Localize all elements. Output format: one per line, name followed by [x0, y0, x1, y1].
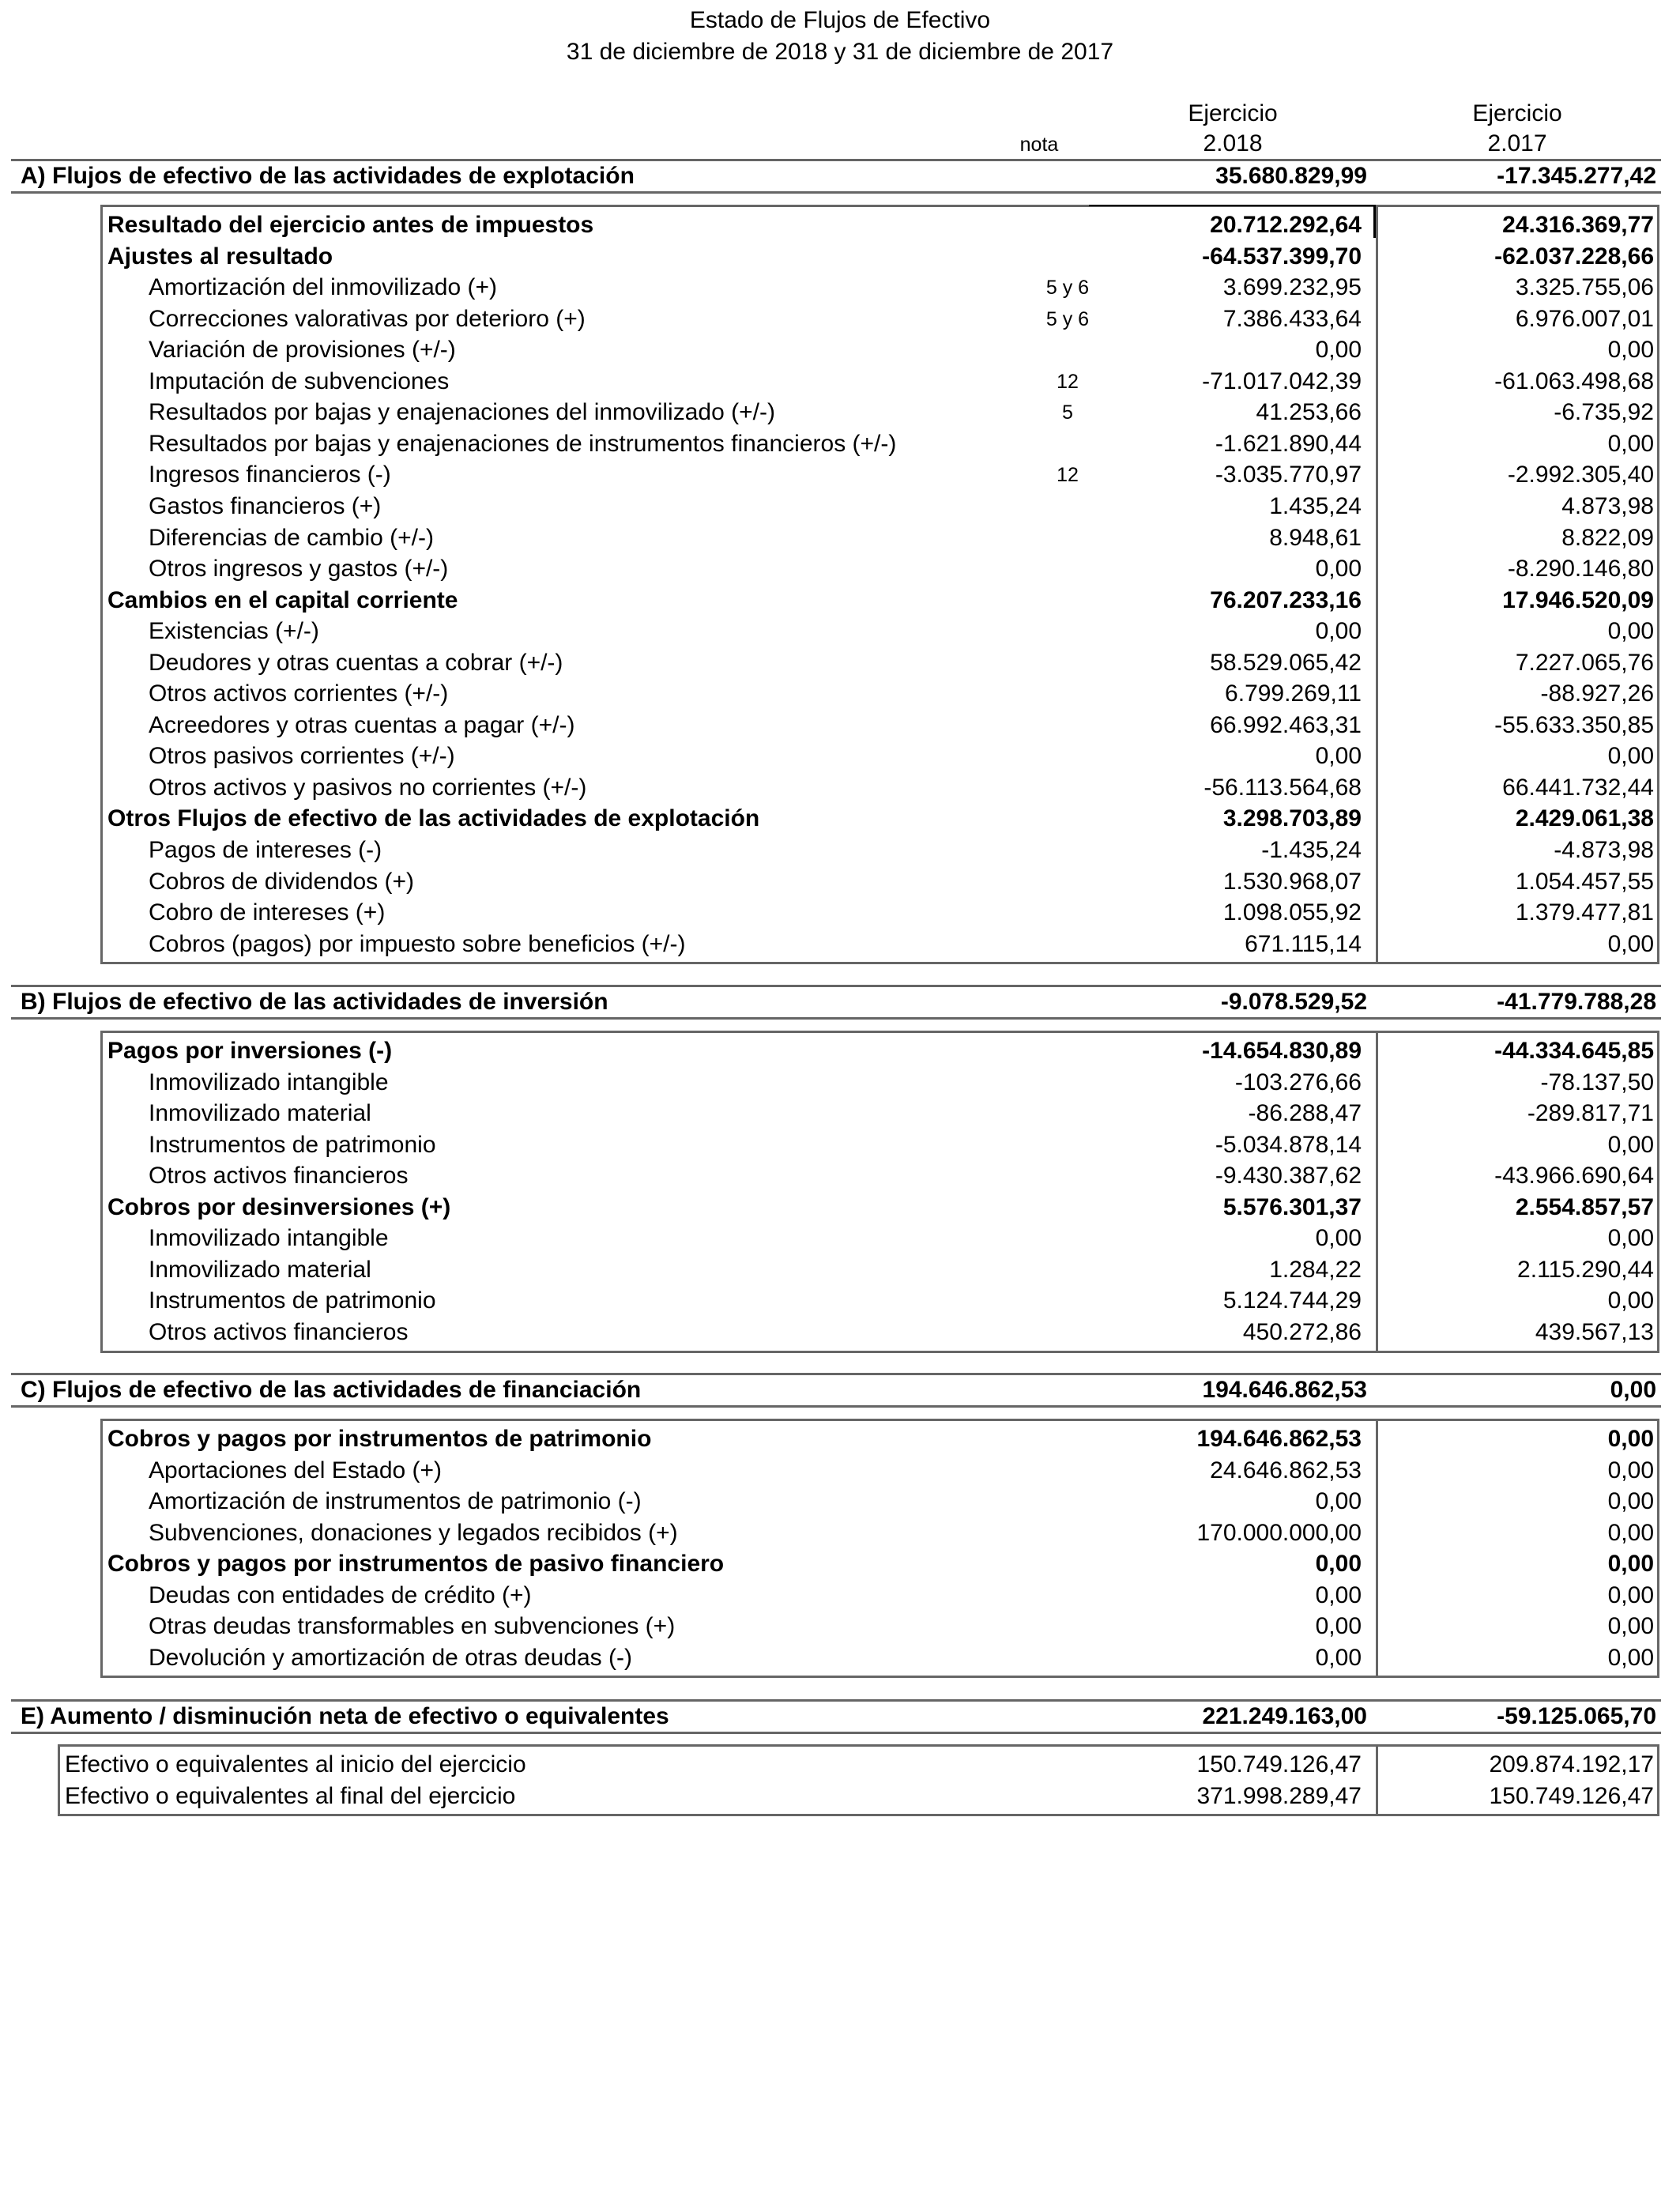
- table-row: [107, 1129, 1657, 1161]
- row-value-2018: 76.207.233,16: [1210, 587, 1362, 613]
- section-value-2018: 221.249.163,00: [1202, 1703, 1367, 1729]
- row-label: Instrumentos de patrimonio: [149, 1287, 436, 1314]
- table-row: [107, 1098, 1657, 1129]
- page-title: Estado de Flujos de Efectivo: [689, 7, 991, 33]
- section-operating-header: [11, 159, 1661, 194]
- row-value-2018: 170.000.000,00: [1196, 1520, 1362, 1546]
- row-value-2017: -61.063.498,68: [1494, 368, 1654, 394]
- section-investing-header: [11, 985, 1661, 1020]
- row-label: Cobros y pagos por instrumentos de pasivo financiero: [107, 1551, 725, 1577]
- row-label: Amortización de instrumentos de patrimonio (-): [149, 1488, 642, 1514]
- table-row: [107, 897, 1657, 929]
- row-value-2017: 0,00: [1607, 1132, 1654, 1158]
- row-value-2017: 2.429.061,38: [1515, 805, 1654, 831]
- row-value-2018: 6.799.269,11: [1225, 680, 1362, 707]
- col1-header-label: Ejercicio: [1188, 100, 1278, 126]
- row-value-2017: 0,00: [1607, 1520, 1654, 1546]
- table-row: [107, 585, 1657, 616]
- table-row: [107, 1423, 1657, 1455]
- table-row: [107, 866, 1657, 898]
- row-label: Resultados por bajas y enajenaciones de instrumentos financieros (+/-): [149, 431, 897, 457]
- row-value-2017: 0,00: [1607, 1287, 1654, 1314]
- row-nota: 5 y 6: [1045, 277, 1090, 299]
- row-value-2017: 2.115.290,44: [1517, 1257, 1654, 1283]
- cell-highlight-top-line: [1089, 205, 1373, 206]
- row-value-2017: 8.822,09: [1561, 525, 1654, 551]
- row-label: Deudores y otras cuentas a cobrar (+/-): [149, 650, 563, 676]
- table-row: [107, 334, 1657, 366]
- row-value-2018: 0,00: [1315, 1225, 1362, 1251]
- section-label: B) Flujos de efectivo de las actividades de inversión: [21, 989, 608, 1015]
- row-value-2017: 0,00: [1607, 1582, 1654, 1608]
- row-value-2017: 150.749.126,47: [1489, 1783, 1654, 1809]
- row-label: Otros ingresos y gastos (+/-): [149, 556, 449, 582]
- table-row: [107, 522, 1657, 554]
- row-label: Inmovilizado material: [149, 1100, 371, 1126]
- row-value-2018: 3.699.232,95: [1222, 274, 1362, 300]
- row-value-2017: 0,00: [1607, 1225, 1654, 1251]
- section-financing-table: [100, 1419, 1659, 1678]
- table-row: [107, 835, 1657, 866]
- row-value-2018: 671.115,14: [1245, 931, 1362, 957]
- col2-header-label: Ejercicio: [1472, 100, 1562, 126]
- row-value-2017: 0,00: [1607, 1488, 1654, 1514]
- row-value-2017: -78.137,50: [1540, 1069, 1654, 1095]
- row-value-2017: 0,00: [1607, 618, 1654, 644]
- row-label: Otros activos y pasivos no corrientes (+/-): [149, 775, 587, 801]
- row-label: Pagos de intereses (-): [149, 837, 382, 863]
- table-row: [107, 1317, 1657, 1348]
- table-row: [107, 1223, 1657, 1254]
- table-row: [107, 272, 1657, 303]
- row-value-2017: -289.817,71: [1527, 1100, 1654, 1126]
- table-row: [107, 929, 1657, 960]
- row-label: Devolución y amortización de otras deudas (-): [149, 1645, 632, 1671]
- table-row: [107, 491, 1657, 522]
- row-label: Ajustes al resultado: [107, 243, 333, 270]
- table-row: [65, 1781, 1657, 1812]
- row-label: Otros activos financieros: [149, 1319, 409, 1345]
- table-row: [107, 1548, 1657, 1580]
- row-label: Gastos financieros (+): [149, 493, 382, 519]
- table-row: [107, 1192, 1657, 1223]
- table-row: [107, 303, 1657, 335]
- row-value-2017: -88.927,26: [1540, 680, 1654, 707]
- row-value-2018: 0,00: [1315, 743, 1362, 769]
- row-value-2017: 0,00: [1607, 931, 1654, 957]
- row-value-2018: -86.288,47: [1248, 1100, 1362, 1126]
- row-label: Aportaciones del Estado (+): [149, 1457, 443, 1483]
- row-value-2018: 450.272,86: [1242, 1319, 1362, 1345]
- table-row: [107, 710, 1657, 741]
- section-value-2018: -9.078.529,52: [1220, 989, 1367, 1015]
- row-value-2018: 0,00: [1315, 337, 1362, 363]
- table-row: [107, 1067, 1657, 1099]
- table-row: [107, 1580, 1657, 1612]
- table-row: [107, 366, 1657, 398]
- row-value-2017: 0,00: [1607, 1645, 1654, 1671]
- row-label: Otros Flujos de efectivo de las actividades de explotación: [107, 805, 760, 831]
- row-nota: 5: [1062, 401, 1073, 424]
- table-row: [107, 241, 1657, 273]
- row-value-2017: 0,00: [1607, 431, 1654, 457]
- section-value-2017: 0,00: [1610, 1377, 1656, 1403]
- row-label: Existencias (+/-): [149, 618, 319, 644]
- row-value-2018: 8.948,61: [1269, 525, 1362, 551]
- row-value-2018: 0,00: [1315, 1645, 1362, 1671]
- row-label: Inmovilizado material: [149, 1257, 371, 1283]
- row-value-2018: 20.712.292,64: [1210, 212, 1362, 238]
- row-label: Instrumentos de patrimonio: [149, 1132, 436, 1158]
- row-value-2018: -3.035.770,97: [1215, 462, 1362, 488]
- row-value-2018: 1.284,22: [1269, 1257, 1362, 1283]
- table-row: [107, 803, 1657, 835]
- row-value-2017: 4.873,98: [1561, 493, 1654, 519]
- table-row: [107, 1611, 1657, 1642]
- row-label: Imputación de subvenciones: [149, 368, 450, 394]
- section-operating-table: [100, 205, 1659, 964]
- row-label: Inmovilizado intangible: [149, 1225, 389, 1251]
- row-value-2018: 7.386.433,64: [1222, 306, 1362, 332]
- row-value-2018: -56.113.564,68: [1203, 775, 1362, 801]
- table-row: [107, 1160, 1657, 1192]
- row-label: Otros pasivos corrientes (+/-): [149, 743, 455, 769]
- row-label: Subvenciones, donaciones y legados recibidos (+): [149, 1520, 678, 1546]
- row-value-2018: 0,00: [1315, 1488, 1362, 1514]
- section-value-2017: -17.345.277,42: [1497, 163, 1656, 189]
- row-value-2017: 2.554.857,57: [1515, 1194, 1654, 1220]
- section-investing-table: [100, 1031, 1659, 1353]
- row-value-2017: 0,00: [1607, 1613, 1654, 1639]
- table-row: [107, 553, 1657, 585]
- row-value-2017: -8.290.146,80: [1507, 556, 1654, 582]
- row-value-2017: -62.037.228,66: [1494, 243, 1654, 270]
- table-row: [107, 1035, 1657, 1067]
- row-nota: 12: [1057, 371, 1079, 393]
- row-value-2017: -55.633.350,85: [1494, 712, 1654, 738]
- row-value-2017: 17.946.520,09: [1502, 587, 1654, 613]
- row-value-2017: -43.966.690,64: [1494, 1163, 1654, 1189]
- col2-header-year: 2.017: [1487, 130, 1547, 156]
- row-value-2018: 5.576.301,37: [1222, 1194, 1362, 1220]
- row-label: Variación de provisiones (+/-): [149, 337, 456, 363]
- row-label: Diferencias de cambio (+/-): [149, 525, 434, 551]
- row-value-2017: 7.227.065,76: [1515, 650, 1654, 676]
- table-row: [65, 1749, 1657, 1781]
- row-label: Acreedores y otras cuentas a pagar (+/-): [149, 712, 575, 738]
- col1-header-year: 2.018: [1203, 130, 1263, 156]
- row-label: Amortización del inmovilizado (+): [149, 274, 498, 300]
- row-label: Cobro de intereses (+): [149, 899, 386, 925]
- row-value-2018: 0,00: [1315, 618, 1362, 644]
- row-value-2018: 150.749.126,47: [1196, 1751, 1362, 1777]
- row-value-2017: 0,00: [1607, 743, 1654, 769]
- table-row: [107, 678, 1657, 710]
- table-row: [107, 1486, 1657, 1517]
- row-label: Resultado del ejercicio antes de impuestos: [107, 212, 594, 238]
- table-row: [107, 647, 1657, 679]
- row-label: Efectivo o equivalentes al final del ejercicio: [65, 1783, 516, 1809]
- row-value-2018: 0,00: [1315, 1551, 1362, 1577]
- row-value-2017: 0,00: [1607, 1457, 1654, 1483]
- row-label: Efectivo o equivalentes al inicio del ejercicio: [65, 1751, 526, 1777]
- table-row: [107, 1642, 1657, 1674]
- row-label: Resultados por bajas y enajenaciones del inmovilizado (+/-): [149, 399, 775, 425]
- row-value-2018: 58.529.065,42: [1210, 650, 1362, 676]
- row-value-2018: -14.654.830,89: [1202, 1038, 1362, 1064]
- row-label: Deudas con entidades de crédito (+): [149, 1582, 532, 1608]
- row-nota: 5 y 6: [1045, 308, 1090, 330]
- row-value-2017: 0,00: [1607, 337, 1654, 363]
- row-value-2018: 66.992.463,31: [1210, 712, 1362, 738]
- section-financing-header: [11, 1373, 1661, 1408]
- row-value-2017: 66.441.732,44: [1502, 775, 1654, 801]
- row-value-2017: -2.992.305,40: [1507, 462, 1654, 488]
- nota-header: nota: [1019, 134, 1059, 156]
- row-value-2017: 0,00: [1607, 1426, 1654, 1452]
- row-label: Cambios en el capital corriente: [107, 587, 458, 613]
- section-label: C) Flujos de efectivo de las actividades de financiación: [21, 1377, 642, 1403]
- table-row: [107, 741, 1657, 772]
- row-value-2018: -1.621.890,44: [1215, 431, 1362, 457]
- table-row: [107, 772, 1657, 804]
- row-label: Otros activos corrientes (+/-): [149, 680, 449, 707]
- row-label: Cobros (pagos) por impuesto sobre beneficios (+/-): [149, 931, 686, 957]
- row-value-2017: 209.874.192,17: [1489, 1751, 1654, 1777]
- section-value-2018: 35.680.829,99: [1215, 163, 1367, 189]
- row-value-2018: 371.998.289,47: [1196, 1783, 1362, 1809]
- table-row: [107, 459, 1657, 491]
- row-label: Cobros y pagos por instrumentos de patrimonio: [107, 1426, 652, 1452]
- row-value-2018: -64.537.399,70: [1202, 243, 1362, 270]
- row-value-2017: 3.325.755,06: [1515, 274, 1654, 300]
- row-label: Cobros por desinversiones (+): [107, 1194, 451, 1220]
- row-value-2018: 1.098.055,92: [1222, 899, 1362, 925]
- row-label: Cobros de dividendos (+): [149, 869, 415, 895]
- row-label: Inmovilizado intangible: [149, 1069, 389, 1095]
- table-row: [107, 397, 1657, 428]
- row-value-2018: 3.298.703,89: [1222, 805, 1362, 831]
- section-label: A) Flujos de efectivo de las actividades de explotación: [21, 163, 635, 189]
- table-row: [107, 428, 1657, 460]
- row-value-2017: -4.873,98: [1554, 837, 1654, 863]
- row-value-2018: -103.276,66: [1234, 1069, 1362, 1095]
- row-value-2018: 1.530.968,07: [1222, 869, 1362, 895]
- row-value-2018: 24.646.862,53: [1210, 1457, 1362, 1483]
- row-value-2017: 1.054.457,55: [1515, 869, 1654, 895]
- table-row: [107, 616, 1657, 647]
- section-value-2017: -41.779.788,28: [1497, 989, 1656, 1015]
- section-value-2018: 194.646.862,53: [1202, 1377, 1367, 1403]
- section-net-change-table: [58, 1744, 1659, 1816]
- row-value-2018: 0,00: [1315, 556, 1362, 582]
- section-label: E) Aumento / disminución neta de efectivo o equivalentes: [21, 1703, 669, 1729]
- row-value-2018: 0,00: [1315, 1613, 1362, 1639]
- row-value-2017: -6.735,92: [1554, 399, 1654, 425]
- row-value-2017: 24.316.369,77: [1502, 212, 1654, 238]
- row-label: Ingresos financieros (-): [149, 462, 391, 488]
- row-value-2018: -1.435,24: [1261, 837, 1362, 863]
- table-row: [107, 1455, 1657, 1487]
- row-label: Otros activos financieros: [149, 1163, 409, 1189]
- row-value-2017: -44.334.645,85: [1494, 1038, 1654, 1064]
- row-value-2017: 0,00: [1607, 1551, 1654, 1577]
- row-nota: 12: [1057, 464, 1079, 486]
- row-value-2018: 0,00: [1315, 1582, 1362, 1608]
- row-value-2017: 439.567,13: [1535, 1319, 1654, 1345]
- row-value-2018: -5.034.878,14: [1215, 1132, 1362, 1158]
- table-row: [107, 209, 1657, 241]
- row-value-2018: 194.646.862,53: [1196, 1426, 1362, 1452]
- row-value-2018: -9.430.387,62: [1215, 1163, 1362, 1189]
- row-label: Otras deudas transformables en subvenciones (+): [149, 1613, 676, 1639]
- row-value-2018: 5.124.744,29: [1222, 1287, 1362, 1314]
- table-row: [107, 1285, 1657, 1317]
- row-value-2017: 6.976.007,01: [1515, 306, 1654, 332]
- row-value-2018: 1.435,24: [1269, 493, 1362, 519]
- section-net-change-header: [11, 1699, 1661, 1734]
- row-value-2018: 41.253,66: [1256, 399, 1362, 425]
- section-value-2017: -59.125.065,70: [1497, 1703, 1656, 1729]
- page-subtitle: 31 de diciembre de 2018 y 31 de diciembre de 2017: [566, 39, 1114, 65]
- row-value-2018: -71.017.042,39: [1202, 368, 1362, 394]
- cell-highlight-right-line: [1373, 205, 1376, 238]
- table-row: [107, 1517, 1657, 1549]
- row-label: Pagos por inversiones (-): [107, 1038, 393, 1064]
- row-label: Correcciones valorativas por deterioro (+): [149, 306, 586, 332]
- table-row: [107, 1254, 1657, 1286]
- row-value-2017: 1.379.477,81: [1515, 899, 1654, 925]
